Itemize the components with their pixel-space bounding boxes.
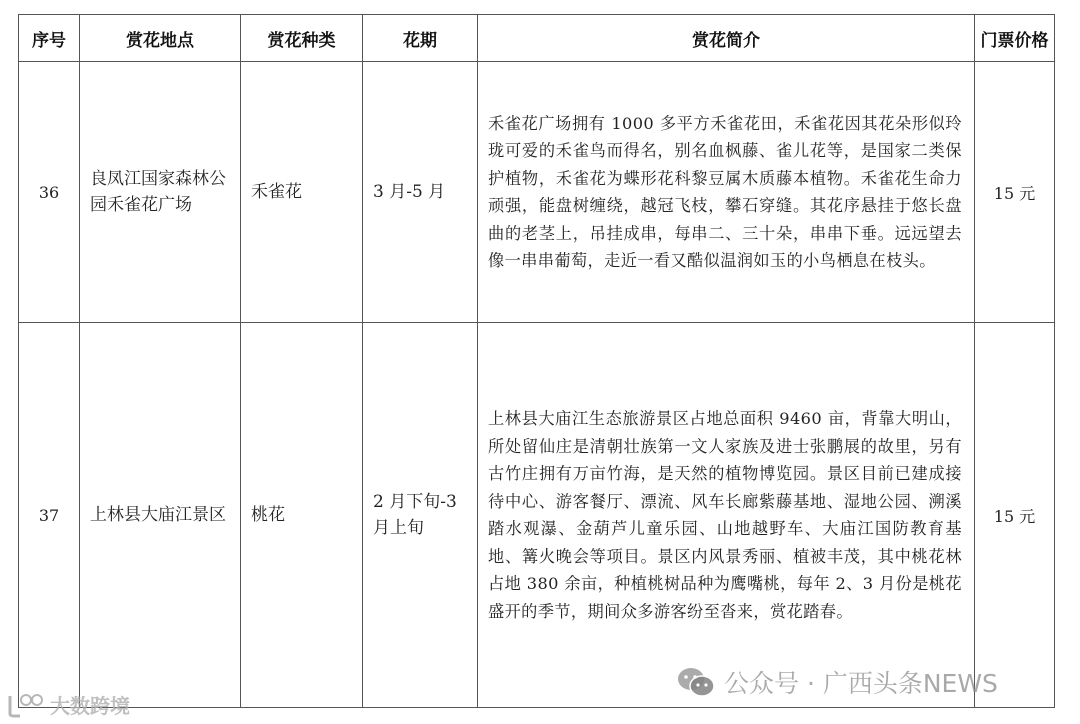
logo-icon: [6, 692, 44, 718]
row-index: 36: [19, 62, 80, 323]
table-row: [19, 323, 1055, 708]
row-location: 上林县大庙江景区: [80, 323, 241, 708]
source-watermark-text: 大数跨境: [50, 694, 130, 718]
row-index: 37: [19, 323, 80, 708]
wechat-icon: [676, 666, 716, 698]
row-flower-type: 桃花: [241, 323, 363, 708]
row-period: 2 月下旬-3 月上旬: [363, 323, 478, 708]
table-row: [19, 62, 1055, 323]
row-description: 禾雀花广场拥有 1000 多平方禾雀花田，禾雀花因其花朵形似玲珑可爱的禾雀鸟而得名，别名血枫藤、雀儿花等，是国家二类保护植物，禾雀花为蝶形花科黎豆属木质藤本植物。禾雀花生命力顽强，能盘树缠绕，越冠飞枝，攀石穿缝。其花序悬挂于悠长盘曲的老茎上，吊挂成串，每串二、三十朵，串串下垂。远远望去像一串串葡萄，走近一看又酷似温润如玉的小鸟栖息在枝头。: [478, 62, 975, 323]
header-flower-type: 赏花种类: [241, 15, 363, 62]
row-ticket-price: 15 元: [975, 62, 1055, 323]
wechat-watermark: [676, 664, 998, 700]
flower-viewing-table: [18, 14, 1055, 708]
row-location: 良凤江国家森林公园禾雀花广场: [80, 62, 241, 323]
row-description: 上林县大庙江生态旅游景区占地总面积 9460 亩，背靠大明山，所处留仙庄是清朝壮族第一文人家族及进士张鹏展的故里，另有古竹庄拥有万亩竹海，是天然的植物博览园。景区目前已建成接待中心、游客餐厅、漂流、风车长廊紫藤基地、湿地公园、溯溪踏水观瀑、金葫芦儿童乐园、山地越野车、大庙江国防教育基地、篝火晚会等项目。景区内风景秀丽、植被丰茂，其中桃花林占地 380 余亩，种植桃树品种为鹰嘴桃，每年 2、3 月份是桃花盛开的季节，期间众多游客纷至沓来，赏花踏春。: [478, 323, 975, 708]
header-period: 花期: [363, 15, 478, 62]
wechat-watermark-text: 公众号 · 广西头条NEWS: [724, 669, 998, 698]
header-description: 赏花简介: [478, 15, 975, 62]
row-period: 3 月-5 月: [363, 62, 478, 323]
header-index: 序号: [19, 15, 80, 62]
header-row: [19, 15, 1055, 62]
source-watermark: [6, 690, 130, 719]
row-flower-type: 禾雀花: [241, 62, 363, 323]
header-location: 赏花地点: [80, 15, 241, 62]
header-ticket-price: 门票价格: [975, 15, 1055, 62]
row-ticket-price: 15 元: [975, 323, 1055, 708]
